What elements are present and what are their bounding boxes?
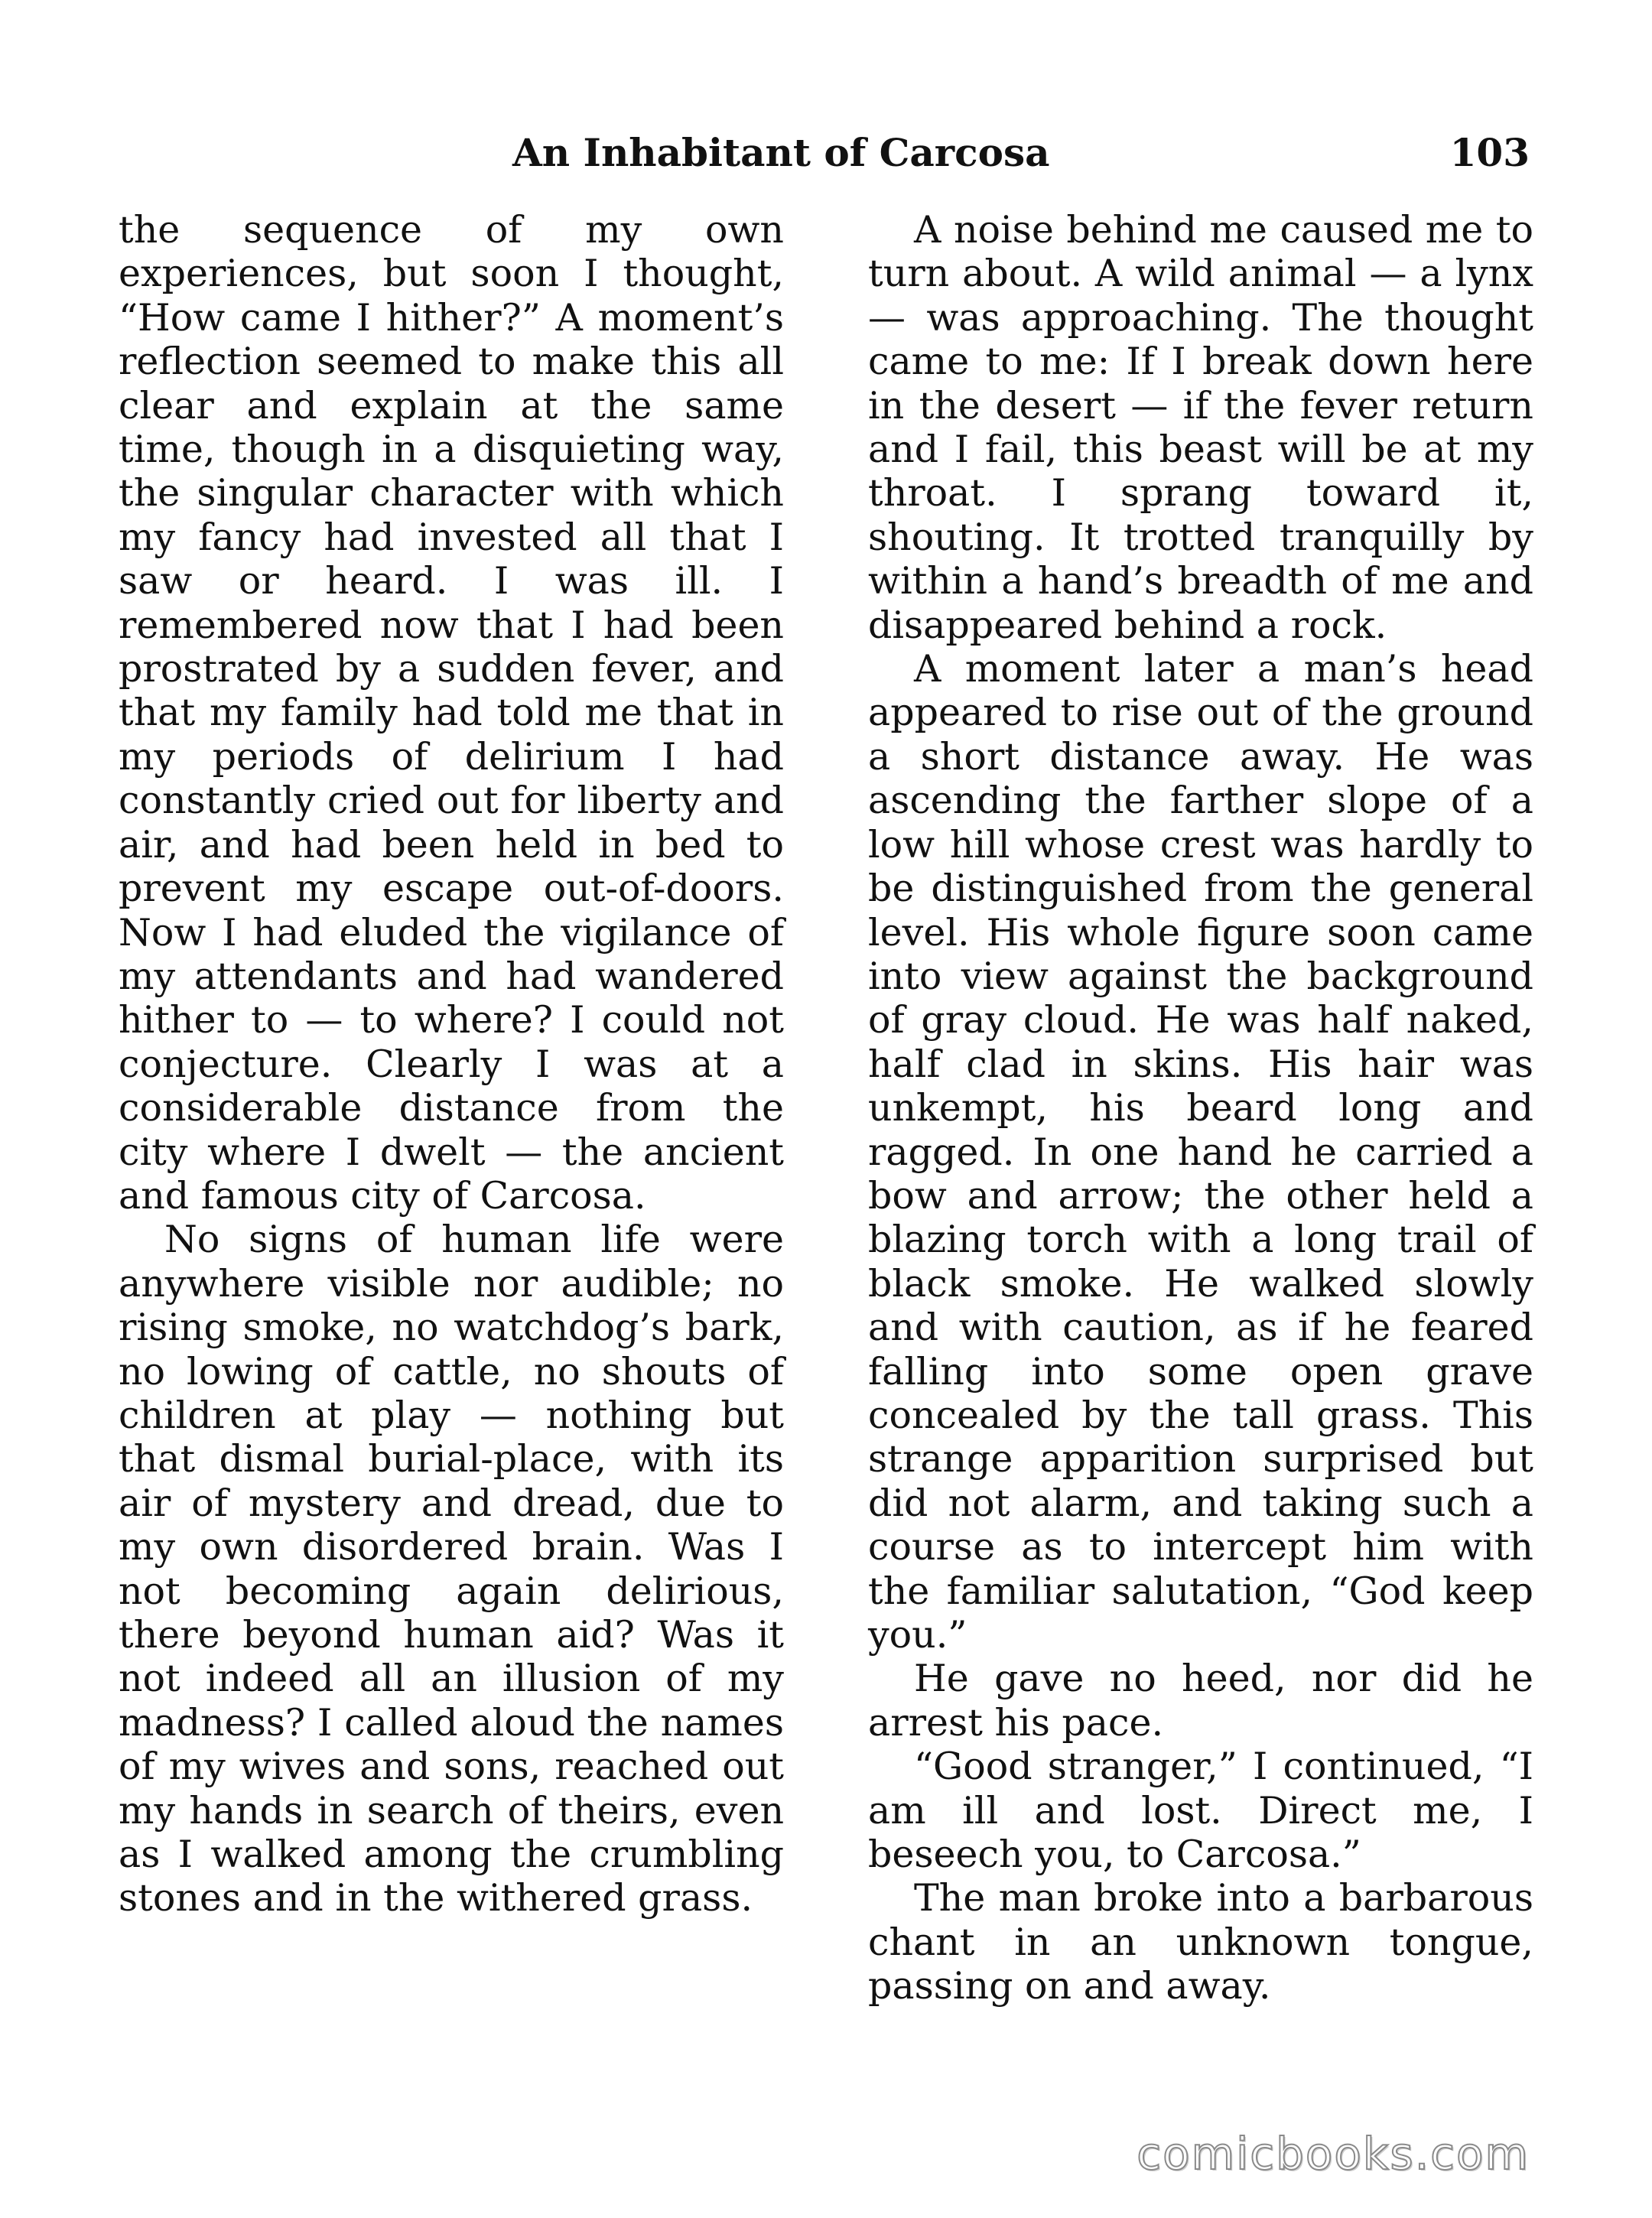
paragraph: “Good stranger,” I continued, “I am ill and lost. Direct me, I beseech you, to Carcosa.” — [868, 1745, 1533, 1877]
running-head — [512, 122, 1530, 184]
left-column — [119, 208, 784, 1920]
watermark: comicbooks.com — [1137, 2128, 1530, 2180]
paragraph: He gave no heed, nor did he arrest his pace. — [868, 1657, 1533, 1745]
page-number: 103 — [1449, 130, 1530, 175]
running-title: An Inhabitant of Carcosa — [512, 130, 1050, 175]
paragraph: A noise behind me caused me to turn about. A wild animal — a lynx — was approaching. The thought came to me: If I break down here in the desert — if the fever return and I fail, this beast will be at my throat. I sprang toward it, shouting. It trotted tranquilly by within a hand’s breadth of me and disappeared behind a rock. — [868, 208, 1533, 647]
paragraph: The man broke into a barbarous chant in an unknown tongue, passing on and away. — [868, 1876, 1533, 2008]
paragraph: the sequence of my own experiences, but soon I thought, “How came I hither?” A moment’s reflection seemed to make this all clear and explain at the same time, though in a disquieting way, the singular character with which my fancy had invested all that I saw or heard. I was ill. I remembered now that I had been prostrated by a sudden fever, and that my family had told me that in my periods of delirium I had constantly cried out for liberty and air, and had been held in bed to prevent my escape out-of-doors. Now I had eluded the vigilance of my attendants and had wandered hither to — to where? I could not conjecture. Clearly I was at a considerable distance from the city where I dwelt — the ancient and famous city of Carcosa. — [119, 208, 784, 1218]
paragraph: A moment later a man’s head appeared to rise out of the ground a short distance away. He was ascending the farther slope of a low hill whose crest was hardly to be distinguished from the general level. His whole figure soon came into view against the background of gray cloud. He was half naked, half clad in skins. His hair was unkempt, his beard long and ragged. In one hand he carried a bow and arrow; the other held a blazing torch with a long trail of black smoke. He walked slowly and with caution, as if he feared falling into some open grave concealed by the tall grass. This strange apparition surprised but did not alarm, and taking such a course as to intercept him with the familiar salutation, “God keep you.” — [868, 647, 1533, 1657]
paragraph: No signs of human life were anywhere visible nor audible; no rising smoke, no watchdog’s bark, no lowing of cattle, no shouts of children at play — nothing but that dismal burial-place, with its air of mystery and dread, due to my own disordered brain. Was I not becoming again delirious, there beyond human aid? Was it not indeed all an illusion of my madness? I called aloud the names of my wives and sons, reached out my hands in search of theirs, even as I walked among the crumbling stones and in the withered grass. — [119, 1218, 784, 1920]
right-column — [868, 208, 1533, 2008]
